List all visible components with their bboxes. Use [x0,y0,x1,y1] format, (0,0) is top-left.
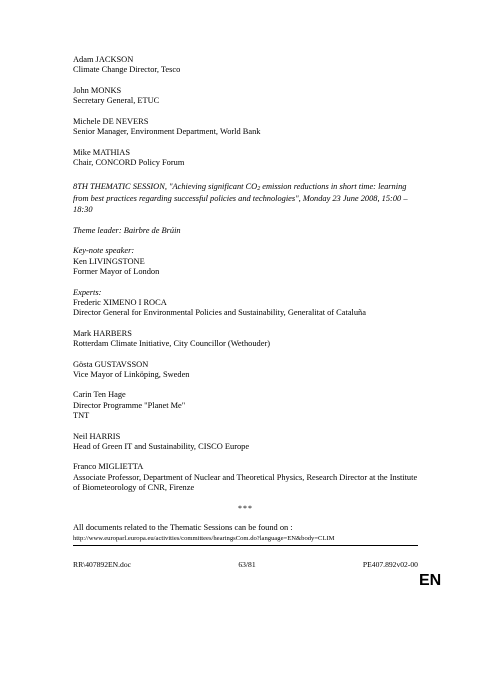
person-entry [73,390,418,421]
person-name: Michele DE NEVERS [73,116,149,126]
keynote-title: Former Mayor of London [73,266,160,276]
language-badge: EN [419,572,442,589]
person-entry [73,298,418,318]
person-name: Franco MIGLIETTA [73,462,144,472]
experts-section [73,288,418,494]
page-footer [73,560,418,570]
person-name: Adam JACKSON [73,55,134,64]
experts-heading: Experts: [73,287,102,297]
person-entry [73,360,418,380]
person-role-line: Director Programme "Planet Me" [73,400,186,410]
person-entry [73,86,418,106]
person-role-line: Associate Professor, Department of Nuclear and Theoretical Physics, Research Director at the Institute of Biometeorology of CNR, Firenze [73,472,418,492]
co2-subscript: 2 [257,186,261,193]
person-name: Mike MATHIAS [73,147,130,157]
keynote-heading: Key-note speaker: [73,246,135,256]
person-title: Senior Manager, Environment Department, World Bank [73,127,261,137]
person-role-line: Rotterdam Climate Initiative, City Councillor (Wethouder) [73,338,271,348]
document-body [73,55,418,546]
person-name: Mark HARBERS [73,328,132,338]
person-role-line: TNT [73,410,90,420]
keynote-section [73,246,418,277]
person-entry [73,329,418,349]
person-role-line: Director General for Environmental Policies and Sustainability, Generalitat of Cataluña [73,307,366,317]
experts-list [73,298,418,493]
footer-page-number: 63/81 [238,560,256,569]
footer-rule [73,545,418,546]
person-entry [73,432,418,452]
footer-note [73,523,418,546]
separator-stars: *** [238,503,253,513]
person-title: Climate Change Director, Tesco [73,65,181,75]
documents-link[interactable]: http://www.europarl.europa.eu/activities/committees/hearingsCom.do?language=EN&body=CLIM [73,535,335,542]
person-entry [73,148,418,168]
footer-pe-number: PE407.892v02-00 [362,560,418,569]
session-title-start: 8TH THEMATIC SESSION, "Achieving significant CO [73,182,258,192]
participants-list [73,55,418,168]
person-entry [73,462,418,493]
footer-note-text: All documents related to the Thematic Sessions can be found on : [73,522,293,532]
person-name: John MONKS [73,85,122,95]
keynote-name: Ken LIVINGSTONE [73,256,145,266]
person-title: Secretary General, ETUC [73,96,160,106]
person-role-line: Vice Mayor of Linköping, Sweden [73,369,190,379]
person-name: Neil HARRIS [73,431,121,441]
theme-leader: Theme leader: Bairbre de Brúin [73,225,181,235]
person-entry [73,117,418,137]
session-title-end: emission reductions in short time: learning from best practices regarding successful policies and technologies", Monday 23 June 2008, 15:00 – 18:30 [73,182,408,214]
person-name: Carin Ten Hage [73,390,126,400]
footer-doc-ref: RR\407892EN.doc [73,560,132,569]
person-entry [73,55,418,75]
person-role-line: Head of Green IT and Sustainability, CISCO Europe [73,441,250,451]
person-name: Gösta GUSTAVSSON [73,359,149,369]
person-title: Chair, CONCORD Policy Forum [73,157,185,167]
session-heading [73,182,418,215]
person-name: Frederic XIMENO I ROCA [73,297,167,307]
